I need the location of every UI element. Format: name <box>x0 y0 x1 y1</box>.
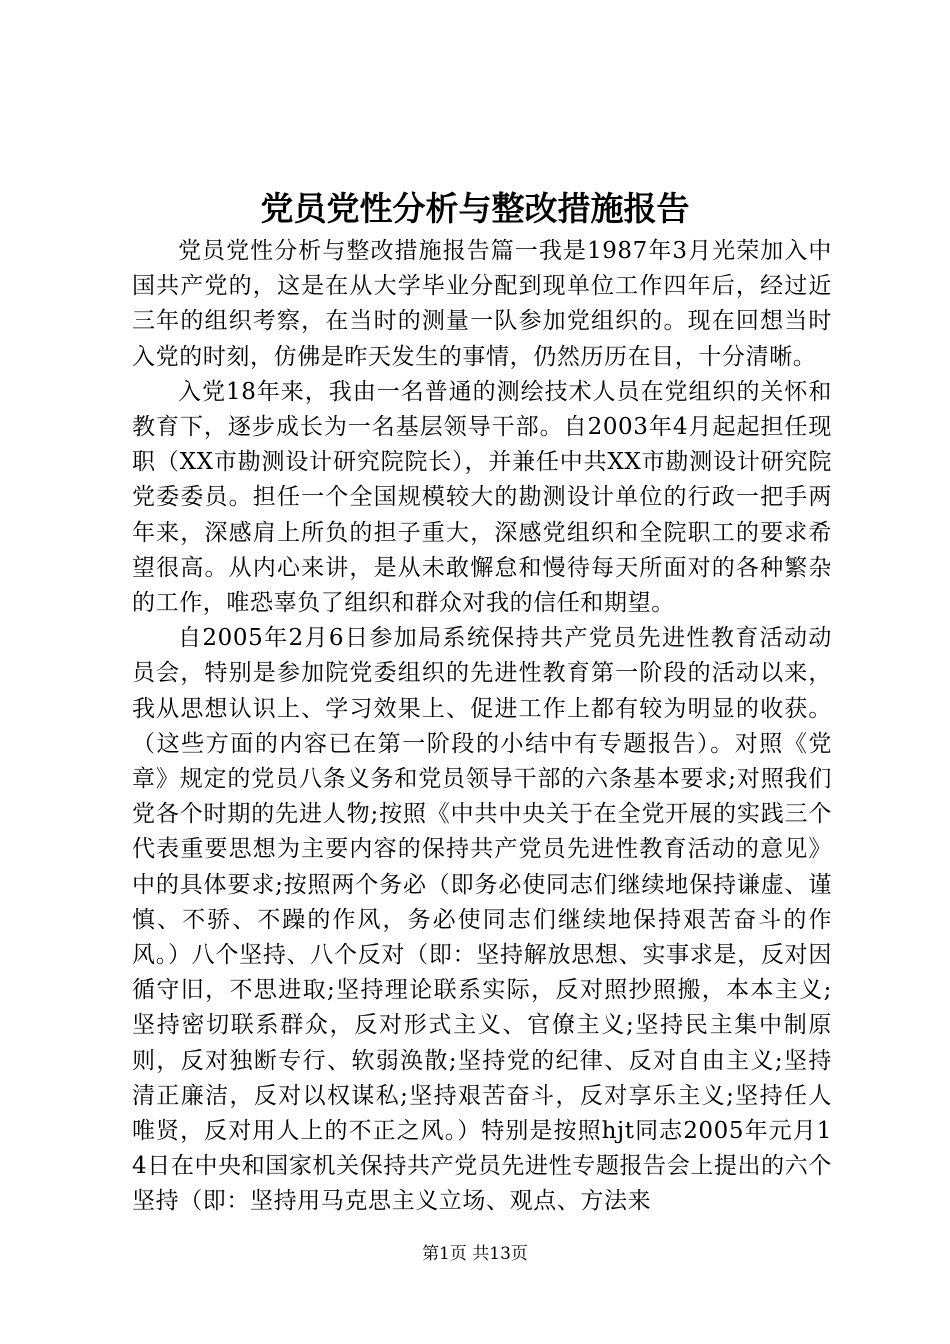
paragraph-3: 自2005年2月6日参加局系统保持共产党员先进性教育活动动员会，特别是参加院党委组织的先进性教育第一阶段的活动以来，我从思想认识上、学习效果上、促进工作上都有较为明显的收获。（这些方面的内容已在第一阶段的小结中有专题报告）。对照《党章》规定的党员八条义务和党员领导干部的六条基本要求;对照我们党各个时期的先进人物;按照《中共中央关于在全党开展的实践三个代表重要思想为主要内容的保持共产党员先进性教育活动的意见》中的具体要求;按照两个务必（即务必使同志们继续地保持谦虚、谨慎、不骄、不躁的作风，务必使同志们继续地保持艰苦奋斗的作风。）八个坚持、八个反对（即：坚持解放思想、实事求是，反对因循守旧，不思进取;坚持理论联系实际，反对照抄照搬，本本主义;坚持密切联系群众，反对形式主义、官僚主义;坚持民主集中制原则，反对独断专行、软弱涣散;坚持党的纪律、反对自由主义;坚持清正廉洁，反对以权谋私;坚持艰苦奋斗，反对享乐主义;坚持任人唯贤，反对用人上的不正之风。）特别是按照hjt同志2005年元月14日在中央和国家机关保持共产党员先进性专题报告会上提出的六个坚持（即：坚持用马克思主义立场、观点、方法来 <box>132 625 832 1215</box>
paragraph-1: 党员党性分析与整改措施报告篇一我是1987年3月光荣加入中国共产党的，这是在从大学毕业分配到现单位工作四年后，经过近三年的组织考察，在当时的测量一队参加党组织的。现在回想当时入党的时刻，仿佛是昨天发生的事情，仍然历历在目，十分清晰。 <box>132 238 832 370</box>
document-body <box>132 234 832 1220</box>
paragraph-2: 入党18年来，我由一名普通的测绘技术人员在党组织的关怀和教育下，逐步成长为一名基层领导干部。自2003年4月起起担任现职（XX市勘测设计研究院院长），并兼任中共XX市勘测设计研究院党委委员。担任一个全国规模较大的勘测设计单位的行政一把手两年来，深感肩上所负的担子重大，深感党组织和全院职工的要求希望很高。从内心来讲，是从未敢懈怠和慢待每天所面对的各种繁杂的工作，唯恐辜负了组织和群众对我的信任和期望。 <box>132 378 832 617</box>
document-title: 党员党性分析与整改措施报告 <box>260 189 690 228</box>
page-footer: 第1页 共13页 <box>422 1244 528 1264</box>
